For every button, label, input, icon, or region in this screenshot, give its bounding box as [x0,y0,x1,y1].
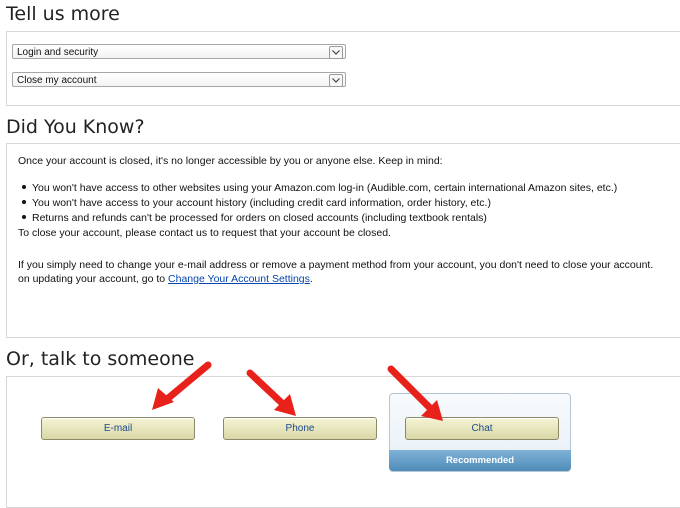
tell-us-more-panel [6,31,680,106]
chevron-down-icon [329,46,343,59]
info-bullet-1: You won't have access to other websites using your Amazon.com log-in (Audible.com, certain international Amazon sites, etc.) [22,182,617,194]
info-close-text: To close your account, please contact us to request that your account be closed. [18,227,391,239]
talk-to-someone-heading: Or, talk to someone [6,348,195,370]
issue-dropdown-value: Close my account [17,75,97,86]
phone-button[interactable]: Phone [223,417,377,440]
did-you-know-panel [6,143,680,338]
recommended-badge: Recommended [389,450,571,471]
arrow-icon [244,368,300,418]
info-bullet-2: You won't have access to your account history (including credit card information, order history, etc.) [22,197,491,209]
issue-dropdown[interactable] [12,72,346,87]
info-change-text: If you simply need to change your e-mail address or remove a payment method from your account, you don't need to close your account. [18,259,654,271]
did-you-know-heading: Did You Know? [6,116,145,138]
change-account-settings-link[interactable]: Change Your Account Settings [168,273,310,285]
contact-panel [6,376,680,508]
info-intro: Once your account is closed, it's no longer accessible by you or anyone else. Keep in mind: [18,155,443,167]
chevron-down-icon [329,74,343,87]
info-bullet-3: Returns and refunds can't be processed for orders on closed accounts (including textbook rentals) [22,212,487,224]
arrow-icon [148,360,218,412]
chat-button[interactable]: Chat [405,417,559,440]
arrow-icon [385,364,449,424]
email-button[interactable]: E-mail [41,417,195,440]
info-change-line: on updating your account, go to Change Your Account Settings. [18,273,313,285]
tell-us-more-heading: Tell us more [6,3,120,25]
category-dropdown-value: Login and security [17,47,99,58]
category-dropdown[interactable] [12,44,346,59]
